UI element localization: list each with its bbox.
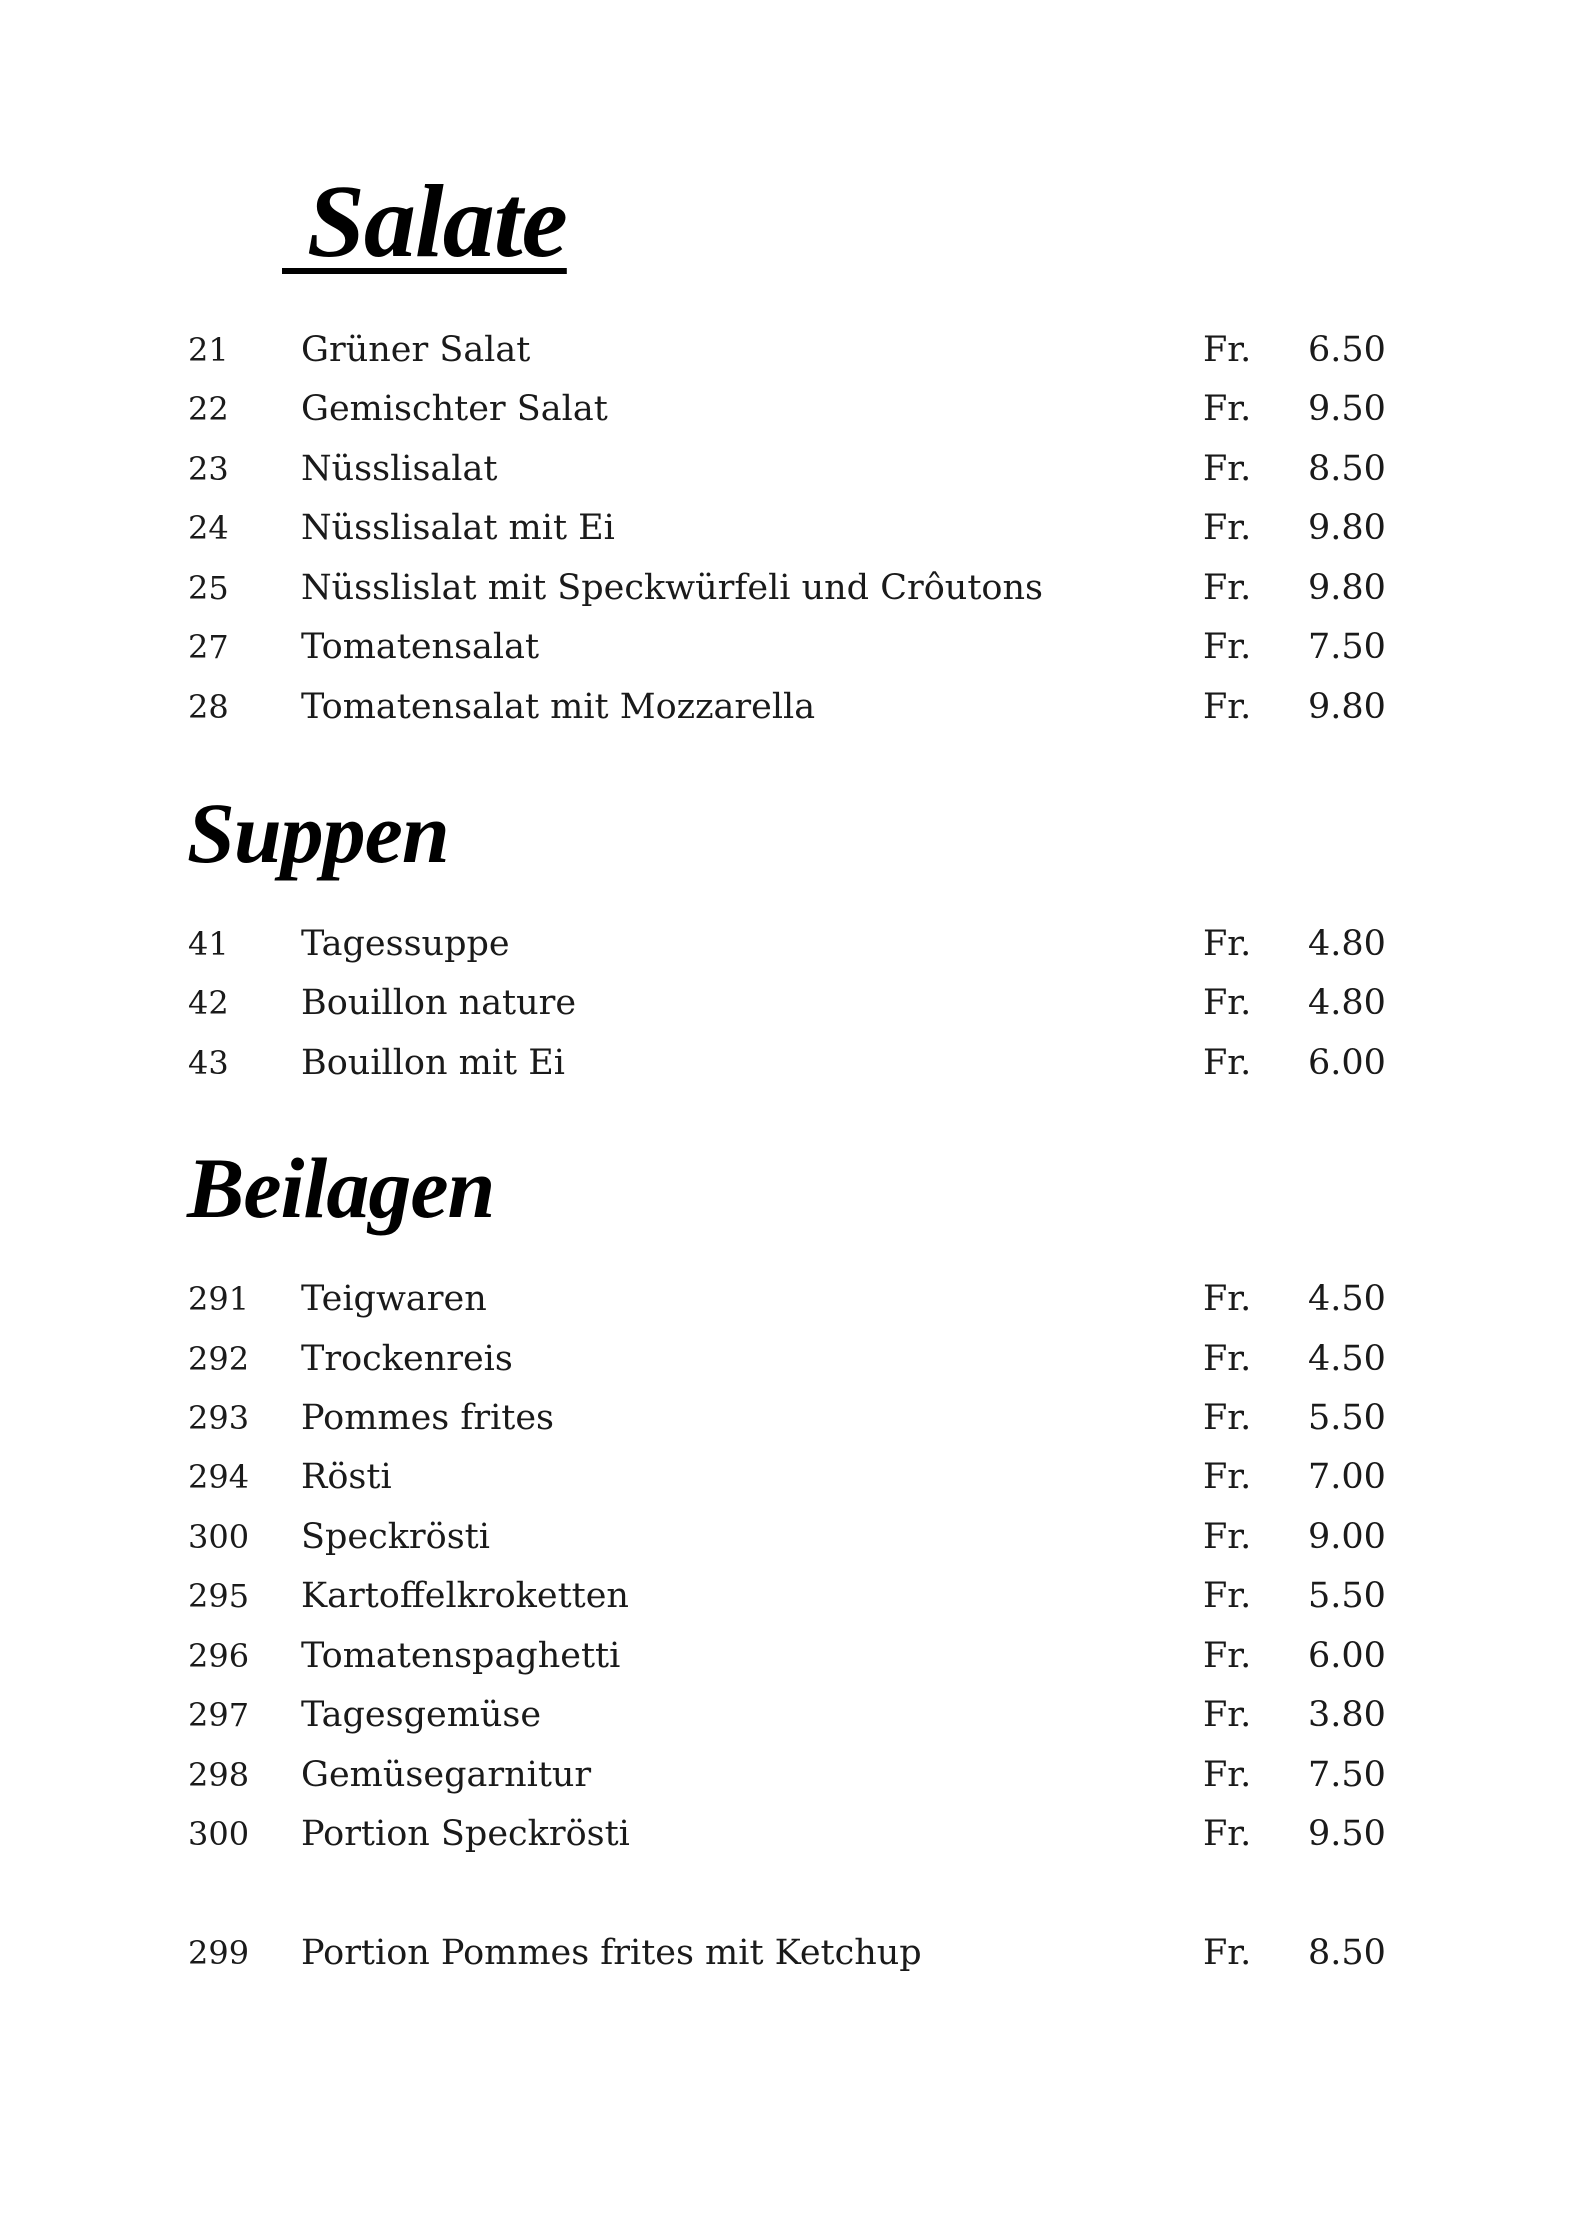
menu-item: [0, 1928, 1570, 1978]
item-number: 298: [188, 1756, 250, 1794]
item-name: Tomatenspaghetti: [301, 1636, 621, 1676]
item-price: 9.80: [1308, 508, 1386, 548]
menu-item: [0, 325, 1570, 375]
item-price: 6.00: [1308, 1636, 1386, 1676]
item-price: 4.50: [1308, 1339, 1386, 1379]
menu-item: [0, 1274, 1570, 1324]
item-price: 7.00: [1308, 1457, 1386, 1497]
item-name: Teigwaren: [301, 1279, 487, 1319]
menu-item: [0, 563, 1570, 613]
section-heading-suppen: Suppen: [187, 785, 449, 881]
menu-item: [0, 1809, 1570, 1859]
item-number: 299: [188, 1934, 250, 1972]
menu-item: [0, 444, 1570, 494]
item-price: 9.50: [1308, 1814, 1386, 1854]
item-currency: Fr.: [1203, 1814, 1252, 1854]
item-price: 4.50: [1308, 1279, 1386, 1319]
menu-item: [0, 1750, 1570, 1800]
section-heading-salate: Salate: [282, 164, 567, 279]
item-currency: Fr.: [1203, 1043, 1252, 1083]
item-name: Speckrösti: [301, 1517, 490, 1557]
item-name: Nüsslisalat: [301, 449, 498, 489]
item-price: 9.50: [1308, 389, 1386, 429]
item-name: Bouillon mit Ei: [301, 1043, 565, 1083]
item-currency: Fr.: [1203, 1755, 1252, 1795]
menu-item: [0, 1393, 1570, 1443]
item-currency: Fr.: [1203, 983, 1252, 1023]
item-number: 300: [188, 1815, 250, 1853]
item-price: 8.50: [1308, 1933, 1386, 1973]
menu-item: [0, 1452, 1570, 1502]
item-name: Tomatensalat: [301, 627, 540, 667]
item-name: Kartoffelkroketten: [301, 1576, 629, 1616]
menu-item: [0, 1690, 1570, 1740]
menu-item: [0, 919, 1570, 969]
item-name: Bouillon nature: [301, 983, 577, 1023]
item-price: 5.50: [1308, 1576, 1386, 1616]
item-currency: Fr.: [1203, 687, 1252, 727]
item-currency: Fr.: [1203, 627, 1252, 667]
item-name: Tagesgemüse: [301, 1695, 542, 1735]
item-price: 9.00: [1308, 1517, 1386, 1557]
menu-item: [0, 1038, 1570, 1088]
item-number: 300: [188, 1518, 250, 1556]
item-currency: Fr.: [1203, 389, 1252, 429]
menu-item: [0, 503, 1570, 553]
menu-item: [0, 1571, 1570, 1621]
item-price: 5.50: [1308, 1398, 1386, 1438]
menu-item: [0, 1631, 1570, 1681]
item-number: 43: [188, 1044, 229, 1082]
item-currency: Fr.: [1203, 449, 1252, 489]
item-currency: Fr.: [1203, 1339, 1252, 1379]
item-number: 24: [188, 509, 229, 547]
menu-item: [0, 1334, 1570, 1384]
item-name: Gemüsegarnitur: [301, 1755, 592, 1795]
item-name: Portion Speckrösti: [301, 1814, 630, 1854]
menu-item: [0, 1512, 1570, 1562]
item-name: Rösti: [301, 1457, 392, 1497]
item-currency: Fr.: [1203, 1279, 1252, 1319]
item-number: 27: [188, 628, 229, 666]
item-price: 4.80: [1308, 983, 1386, 1023]
item-price: 7.50: [1308, 1755, 1386, 1795]
item-currency: Fr.: [1203, 1695, 1252, 1735]
item-number: 22: [188, 390, 229, 428]
item-currency: Fr.: [1203, 1933, 1252, 1973]
item-number: 294: [188, 1458, 250, 1496]
item-name: Nüsslisalat mit Ei: [301, 508, 615, 548]
item-price: 6.50: [1308, 330, 1386, 370]
item-price: 9.80: [1308, 568, 1386, 608]
item-number: 25: [188, 569, 229, 607]
item-name: Gemischter Salat: [301, 389, 608, 429]
menu-item: [0, 384, 1570, 434]
item-price: 8.50: [1308, 449, 1386, 489]
item-number: 21: [188, 331, 229, 369]
item-price: 7.50: [1308, 627, 1386, 667]
menu-item: [0, 622, 1570, 672]
item-price: 4.80: [1308, 924, 1386, 964]
item-price: 3.80: [1308, 1695, 1386, 1735]
item-name: Portion Pommes frites mit Ketchup: [301, 1933, 922, 1973]
item-name: Tagessuppe: [301, 924, 510, 964]
item-currency: Fr.: [1203, 330, 1252, 370]
item-number: 297: [188, 1696, 250, 1734]
item-number: 291: [188, 1280, 250, 1318]
item-price: 9.80: [1308, 687, 1386, 727]
item-currency: Fr.: [1203, 508, 1252, 548]
item-name: Tomatensalat mit Mozzarella: [301, 687, 816, 727]
item-name: Grüner Salat: [301, 330, 531, 370]
item-name: Nüsslislat mit Speckwürfeli und Crôutons: [301, 568, 1043, 608]
item-number: 295: [188, 1577, 250, 1615]
menu-item: [0, 682, 1570, 732]
item-name: Pommes frites: [301, 1398, 554, 1438]
item-number: 293: [188, 1399, 250, 1437]
item-price: 6.00: [1308, 1043, 1386, 1083]
item-currency: Fr.: [1203, 1636, 1252, 1676]
item-currency: Fr.: [1203, 1457, 1252, 1497]
item-number: 41: [188, 925, 229, 963]
section-heading-beilagen: Beilagen: [187, 1140, 495, 1236]
item-currency: Fr.: [1203, 568, 1252, 608]
item-currency: Fr.: [1203, 924, 1252, 964]
item-number: 23: [188, 450, 229, 488]
item-number: 292: [188, 1340, 250, 1378]
item-number: 42: [188, 984, 229, 1022]
item-currency: Fr.: [1203, 1398, 1252, 1438]
item-number: 28: [188, 688, 229, 726]
item-currency: Fr.: [1203, 1517, 1252, 1557]
item-currency: Fr.: [1203, 1576, 1252, 1616]
item-name: Trockenreis: [301, 1339, 513, 1379]
item-number: 296: [188, 1637, 250, 1675]
menu-item: [0, 978, 1570, 1028]
